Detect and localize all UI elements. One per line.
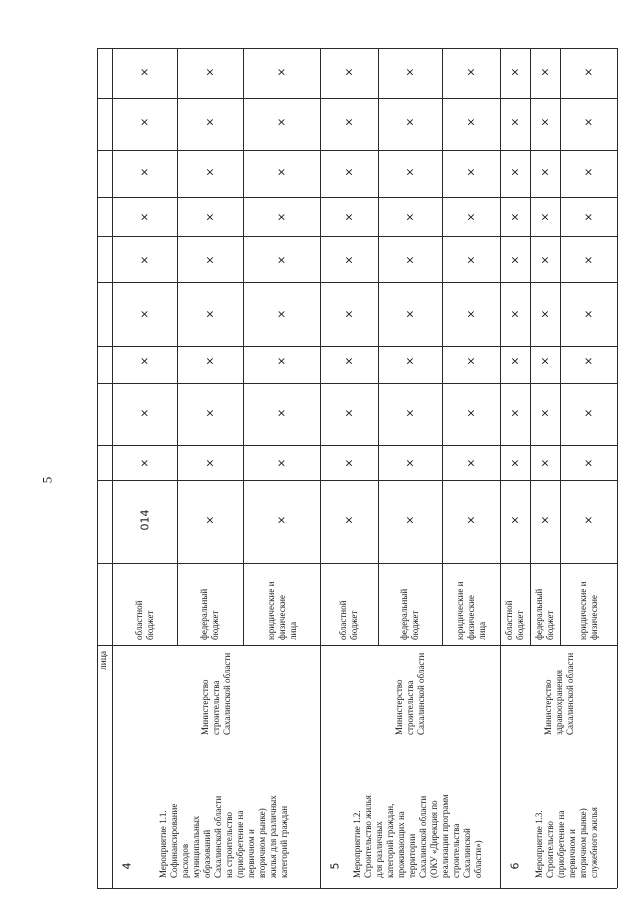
cross-mark: × — [540, 253, 550, 267]
code-cell: × — [540, 513, 550, 527]
cross-mark: × — [405, 354, 415, 368]
row-title: Мероприятие 1.2. Строительство жилья для различных категорий граждан, проживающих на территории Сахалинской области (ОКУ «Дирекция по реализации программ строительства Сахалинской области») — [352, 794, 483, 878]
code-cell: 014 — [138, 509, 151, 531]
cross-mark: × — [583, 115, 594, 129]
cross-mark: × — [510, 115, 520, 129]
cross-mark: × — [139, 456, 150, 470]
code-cell: × — [466, 513, 476, 527]
cross-mark: × — [405, 456, 415, 470]
cross-mark: × — [405, 307, 415, 321]
cross-mark: × — [205, 456, 215, 470]
cross-mark: × — [510, 456, 520, 470]
source-name: юридические и физические — [577, 581, 599, 640]
cross-mark: × — [540, 354, 550, 368]
header-lica: лица — [98, 650, 109, 670]
cross-mark: × — [139, 253, 150, 267]
cross-mark: × — [540, 65, 550, 79]
source-name: федеральный бюджет — [199, 588, 220, 640]
cross-mark: × — [405, 210, 415, 224]
row-executor: Министерство строительства Сахалинской области — [199, 652, 232, 735]
cross-mark: × — [344, 65, 354, 79]
cross-mark: × — [276, 210, 287, 224]
cross-mark: × — [276, 406, 287, 420]
code-cell: × — [276, 513, 287, 527]
source-name: областной бюджет — [504, 600, 525, 640]
code-cell: × — [510, 513, 520, 527]
cross-mark: × — [466, 307, 476, 321]
cross-mark: × — [139, 210, 150, 224]
cross-mark: × — [540, 307, 550, 321]
cross-mark: × — [583, 65, 594, 79]
cross-mark: × — [276, 115, 287, 129]
cross-mark: × — [344, 456, 354, 470]
cross-mark: × — [344, 115, 354, 129]
cross-mark: × — [583, 354, 594, 368]
source-name: юридические и физические лица — [454, 581, 487, 640]
cross-mark: × — [583, 253, 594, 267]
row-executor: Министерство здравоохранения Сахалинской области — [542, 652, 574, 735]
cross-mark: × — [405, 115, 415, 129]
cross-mark: × — [540, 165, 550, 179]
row-number: 5 — [328, 862, 342, 870]
cross-mark: × — [344, 253, 354, 267]
cross-mark: × — [139, 115, 150, 129]
cross-mark: × — [139, 354, 150, 368]
cross-mark: × — [139, 65, 150, 79]
cross-mark: × — [540, 456, 550, 470]
cross-mark: × — [583, 165, 594, 179]
cross-mark: × — [344, 406, 354, 420]
cross-mark: × — [510, 406, 520, 420]
source-name: юридические и физические лица — [265, 581, 297, 640]
cross-mark: × — [583, 307, 594, 321]
cross-mark: × — [466, 406, 476, 420]
cross-mark: × — [583, 210, 594, 224]
cross-mark: × — [466, 253, 476, 267]
cross-mark: × — [510, 354, 520, 368]
cross-mark: × — [344, 165, 354, 179]
cross-mark: × — [466, 65, 476, 79]
cross-mark: × — [583, 406, 594, 420]
page-number: 5 — [39, 476, 55, 484]
cross-mark: × — [276, 307, 287, 321]
cross-mark: × — [466, 165, 476, 179]
cross-mark: × — [205, 210, 215, 224]
cross-mark: × — [510, 307, 520, 321]
cross-mark: × — [276, 165, 287, 179]
code-cell: × — [205, 513, 215, 527]
source-name: федеральный бюджет — [399, 588, 420, 640]
row-title: Мероприятие 1.1. Софинансирование расходов муниципальных образований Сахалинской области на строительство (приобретение на первичном и вторичном рынке) жилья для различных категорий граждан — [158, 795, 289, 878]
cross-mark: × — [583, 456, 594, 470]
cross-mark: × — [205, 307, 215, 321]
cross-mark: × — [276, 354, 287, 368]
cross-mark: × — [276, 65, 287, 79]
cross-mark: × — [205, 165, 215, 179]
cross-mark: × — [510, 253, 520, 267]
cross-mark: × — [510, 65, 520, 79]
code-cell: × — [583, 513, 594, 527]
cross-mark: × — [510, 210, 520, 224]
cross-mark: × — [205, 253, 215, 267]
cross-mark: × — [139, 406, 150, 420]
cross-mark: × — [510, 165, 520, 179]
row-number: 6 — [508, 862, 522, 870]
cross-mark: × — [405, 253, 415, 267]
cross-mark: × — [540, 406, 550, 420]
cross-mark: × — [466, 210, 476, 224]
cross-mark: × — [405, 65, 415, 79]
cross-mark: × — [205, 354, 215, 368]
row-title: Мероприятие 1.3. Строительство (приобретение на первичном и вторичном рынке) служебного жилья — [533, 807, 599, 878]
cross-mark: × — [466, 354, 476, 368]
row-number: 4 — [120, 862, 134, 870]
cross-mark: × — [276, 456, 287, 470]
cross-mark: × — [205, 406, 215, 420]
cross-mark: × — [205, 65, 215, 79]
code-cell: × — [344, 513, 354, 527]
cross-mark: × — [466, 115, 476, 129]
cross-mark: × — [344, 354, 354, 368]
cross-mark: × — [276, 253, 287, 267]
cross-mark: × — [205, 115, 215, 129]
cross-mark: × — [139, 165, 150, 179]
cross-mark: × — [540, 115, 550, 129]
cross-mark: × — [344, 210, 354, 224]
cross-mark: × — [405, 406, 415, 420]
code-cell: × — [405, 513, 415, 527]
cross-mark: × — [540, 210, 550, 224]
row-executor: Министерство строительства Сахалинской области — [393, 652, 426, 735]
cross-mark: × — [405, 165, 415, 179]
cross-mark: × — [139, 307, 150, 321]
source-name: федеральный бюджет — [534, 588, 555, 640]
cross-mark: × — [344, 307, 354, 321]
source-name: областной бюджет — [338, 600, 359, 640]
cross-mark: × — [466, 456, 476, 470]
source-name: областной бюджет — [133, 600, 155, 640]
